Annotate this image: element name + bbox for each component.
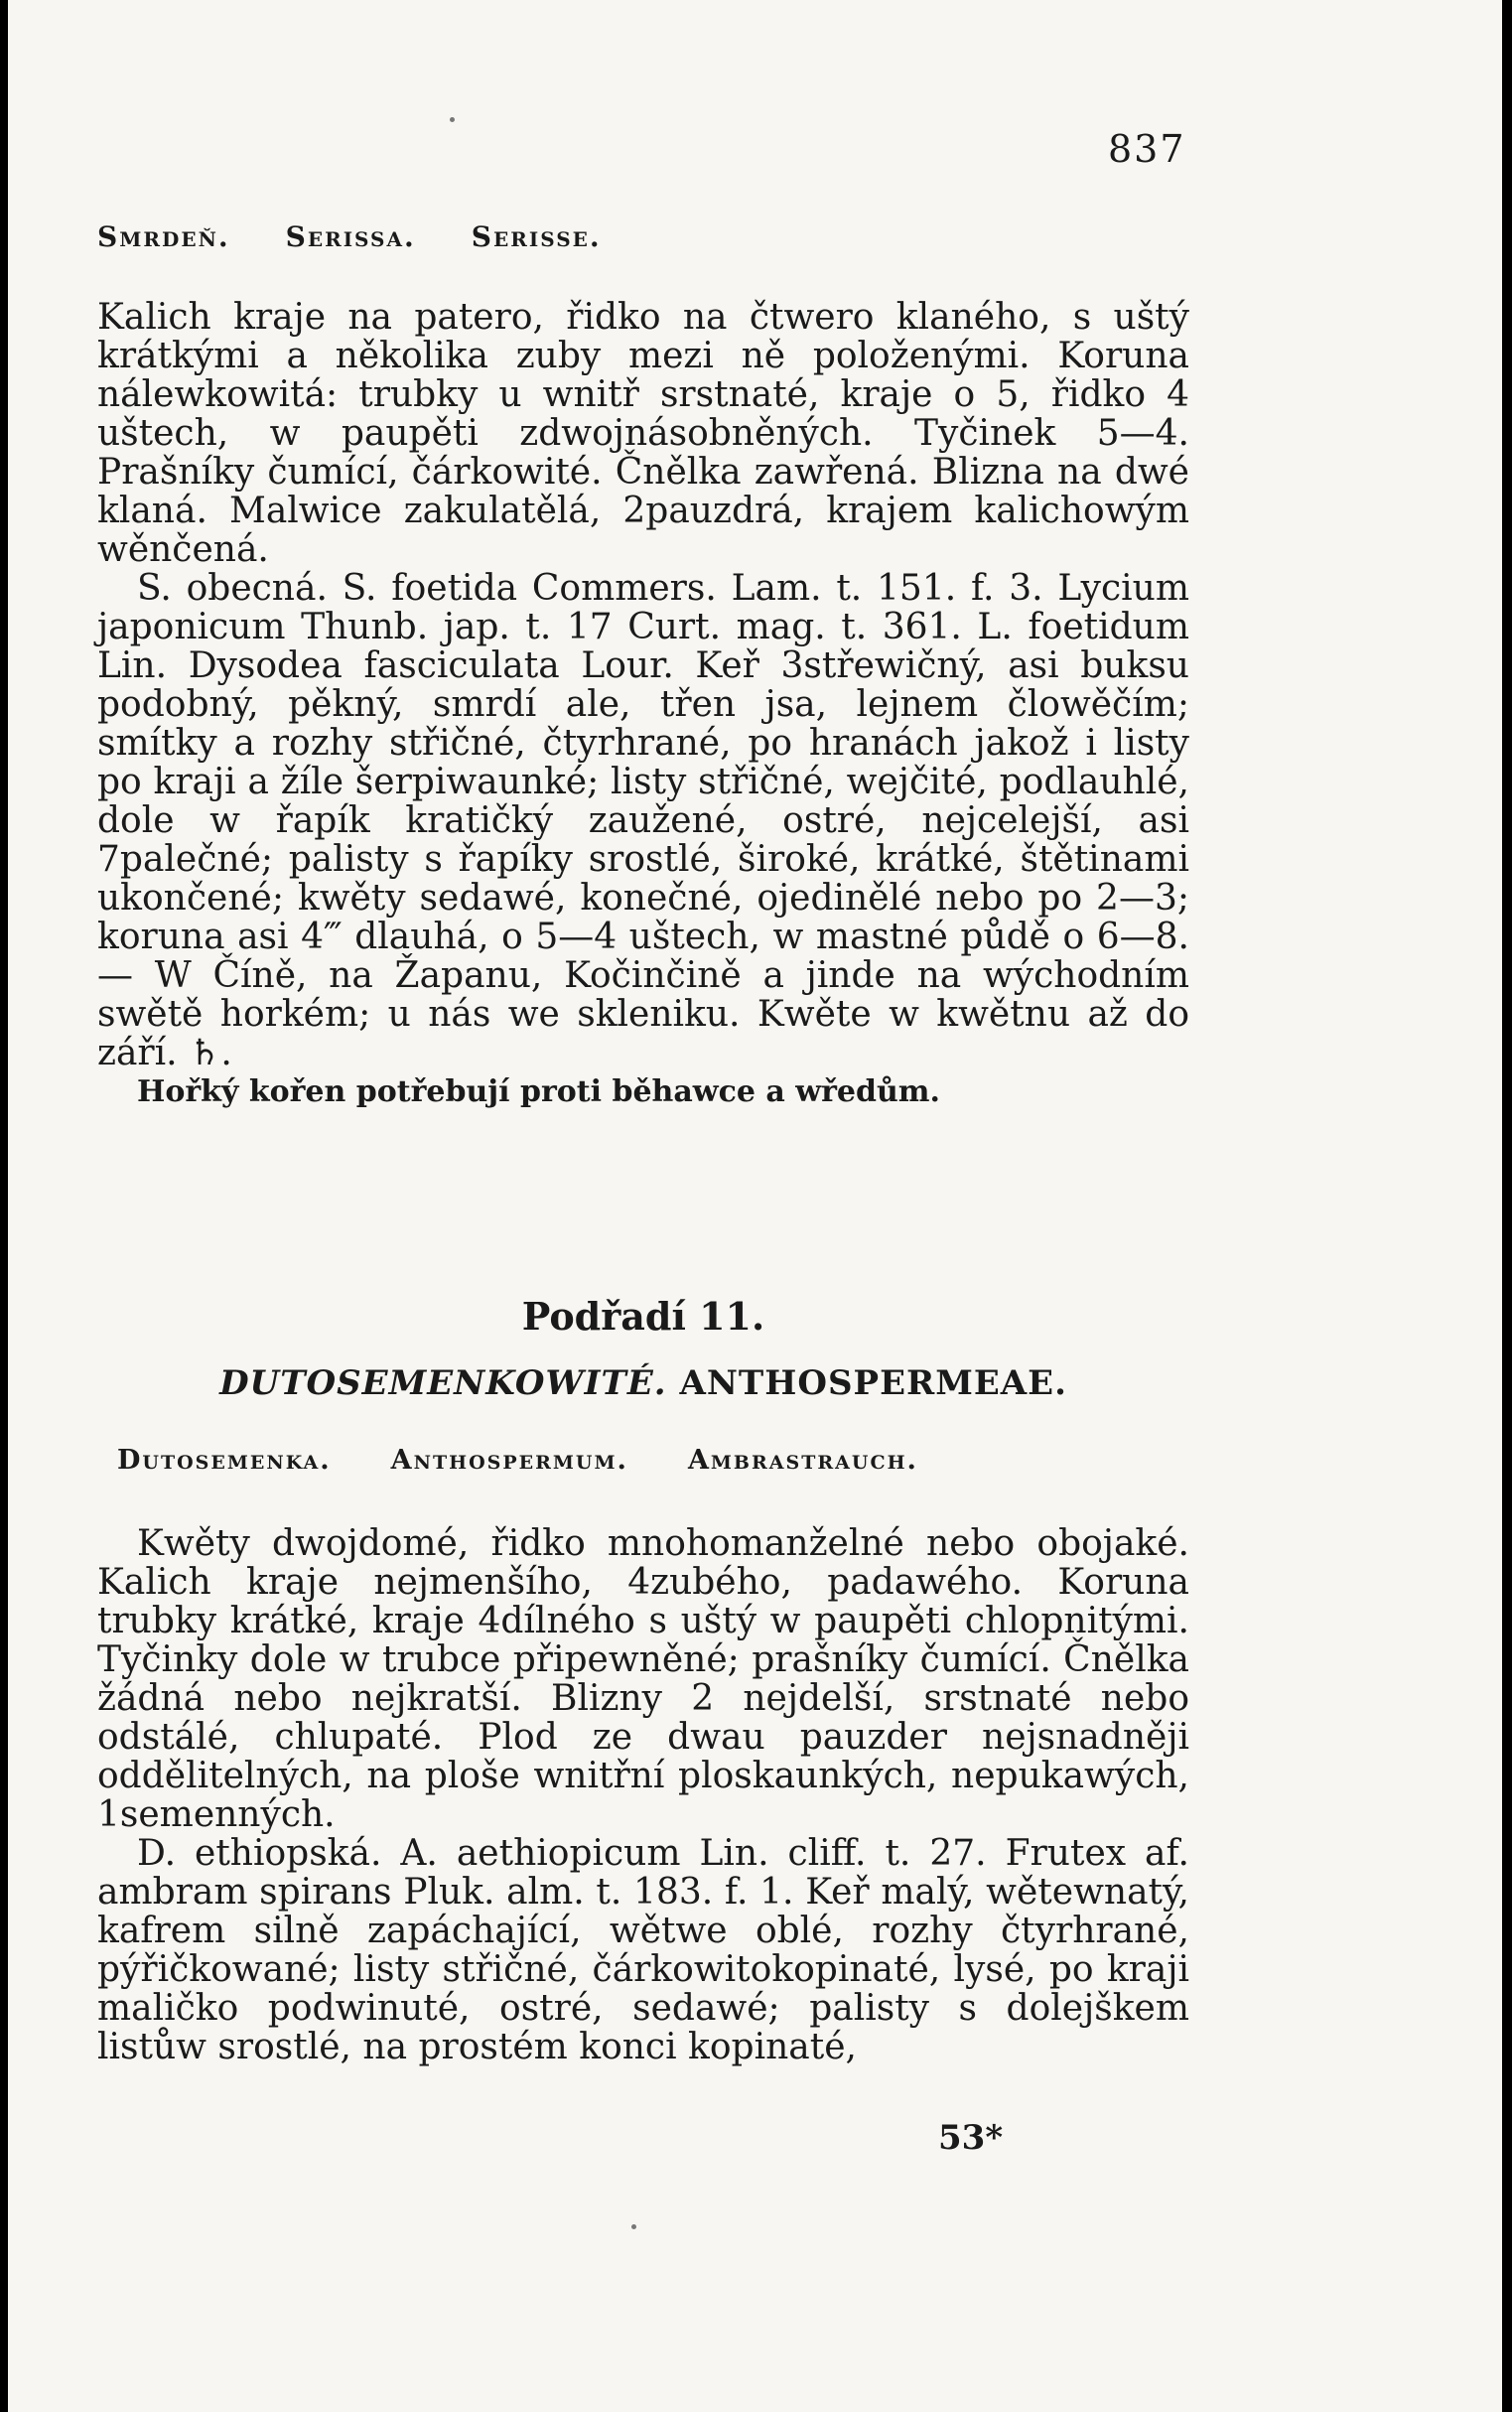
subdivision-name-latin: ANTHOSPERMEAE. [679,1363,1067,1403]
subdivision-name [97,1363,1189,1403]
signature-mark: 53* [938,2118,1004,2158]
anthospermum-description [97,1524,1189,2066]
subdivision-title: Podřadí 11. [521,1294,765,1339]
print-speck [631,2224,636,2229]
serissa-description [97,298,1189,1111]
genus-description-paragraph: Kwěty dwojdomé, řidko mnohomanželné nebo obojaké. Kalich kraje nejmenšího, 4zubého, padawého. Koruna trubky krátké, kraje 4dílného s uštý w paupěti chlopnitými. Tyčinky dole w trubce připewněné; prašníky čumící. Čnělka žádná nebo nejkratší. Blizny 2 nejdelší, srstnaté nebo odstálé, chlupaté. Plod ze dwau pauzder nejsnadněji oddělitelných, na ploše wnitřní ploskaunkých, nepukawých, 1semenných. [97,1523,1189,1835]
running-head-latin: Anthospermum. [390,1445,628,1476]
page-number: 837 [1108,127,1186,171]
running-head-czech: Smrdeň. [97,220,230,253]
book-page [8,0,1502,2412]
running-head-german: Ambrastrauch. [687,1445,918,1476]
running-head-german: Serisse. [471,220,602,253]
species-description-paragraph: D. ethiopská. A. aethiopicum Lin. cliff. t. 27. Frutex af. ambram spirans Pluk. alm. t. 183. f. 1. Keř malý, wětewnatý, kafrem silně zapáchající, wětwe oblé, rozhy čtyrhrané, pýřičkowané; listy střičné, čárkowitokopinaté, lysé, po kraji maličko podwinuté, ostré, sedawé; palisty s dolejškem listůw srostlé, na prostém konci kopinaté, [97,1833,1189,2067]
print-speck [450,117,455,122]
running-head-latin: Serissa. [285,220,416,253]
subdivision-name-czech: DUTOSEMENKOWITÉ. [219,1363,667,1403]
usage-note: Hořký kořen potřebují proti běhawce a wředům. [137,1074,940,1109]
running-head-anthospermum [117,1445,1189,1476]
running-head-serissa [97,220,1189,253]
running-head-czech: Dutosemenka. [117,1445,332,1476]
genus-description-paragraph: Kalich kraje na patero, řidko na čtwero klaného, s uštý krátkými a několika zuby mezi ně položenými. Koruna nálewkowitá: trubky u wnitř srstnaté, kraje o 5, řidko 4 uštech, w paupěti zdwojnásobněných. Tyčinek 5—4. Prašníky čumící, čárkowité. Čnělka zawřená. Blizna na dwé klaná. Malwice zakulatělá, 2pauzdrá, krajem kalichowým wěnčená. [97,297,1189,570]
species-description-paragraph: S. obecná. S. foetida Commers. Lam. t. 151. f. 3. Lycium japonicum Thunb. jap. t. 17 Curt. mag. t. 361. L. foetidum Lin. Dysodea fasciculata Lour. Keř 3střewičný, asi buksu podobný, pěkný, smrdí ale, třen jsa, lejnem člowěčím; smítky a rozhy střičné, čtyrhrané, po hranách jakož i listy po kraji a žíle šerpiwaunké; listy střičné, wejčité, podlauhlé, dole w řapík kratičký zaužené, ostré, nejcelejší, asi 7palečné; palisty s řapíky srostlé, široké, krátké, štětinami ukončené; kwěty sedawé, konečné, ojedinělé nebo po 2—3; koruna asi 4‴ dlauhá, o 5—4 uštech, w mastné půdě o 6—8. — W Číně, na Žapanu, Kočinčině a jinde na wýchodním swětě horkém; u nás we skleniku. Kwěte w kwětnu až do září. ♄. [97,568,1189,1073]
